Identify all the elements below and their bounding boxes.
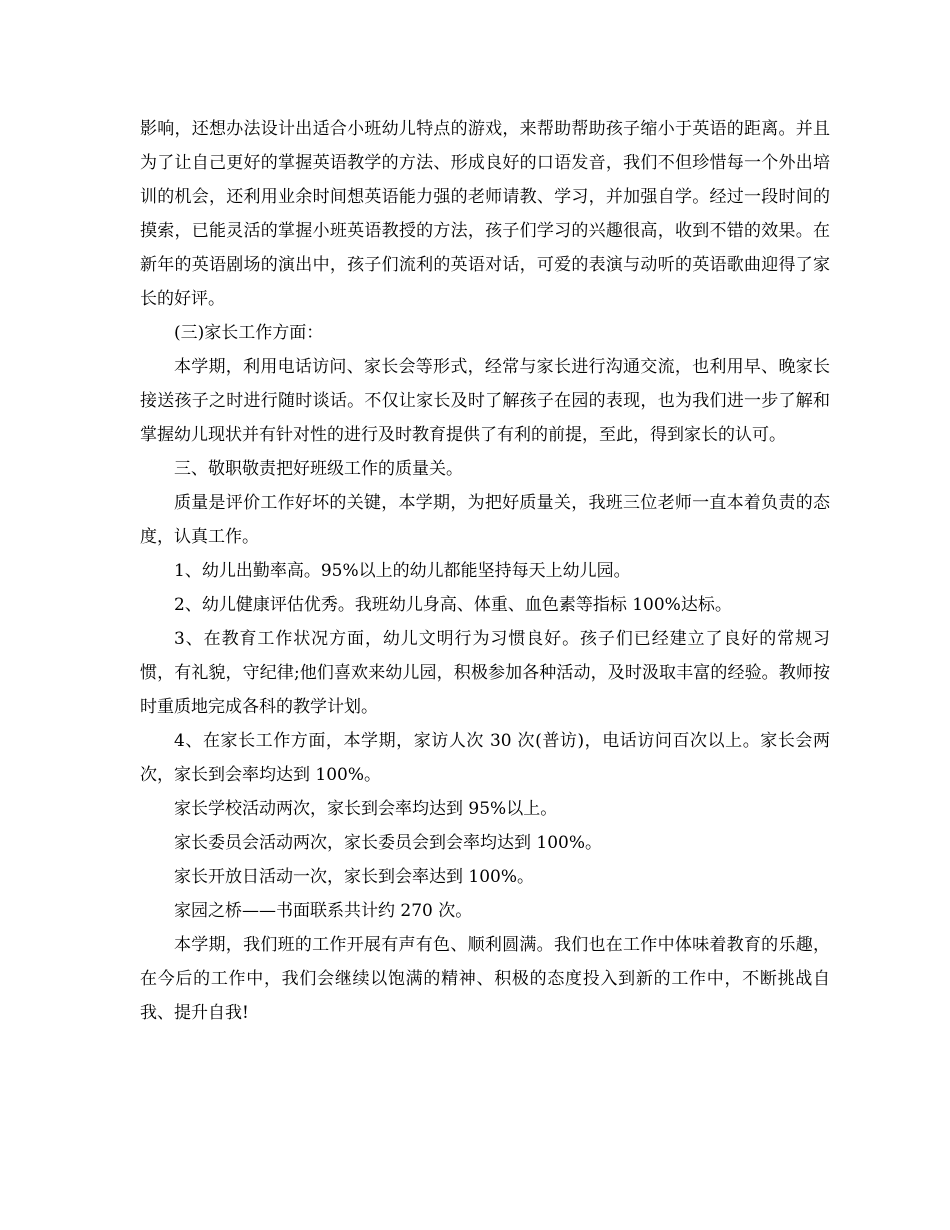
- stat-open-day: 家长开放日活动一次，家长到会率达到 100%。: [174, 867, 535, 887]
- list-item-attendance: 1、幼儿出勤率高。95%以上的幼儿都能坚持每天上幼儿园。: [174, 561, 631, 581]
- stat-parent-school: 家长学校活动两次，家长到会率均达到 95%以上。: [174, 799, 558, 819]
- section-heading-quality: 三、敬职敬责把好班级工作的质量关。: [174, 459, 463, 479]
- list-item-health: 2、幼儿健康评估优秀。我班幼儿身高、体重、血色素等指标 100%达标。: [174, 595, 732, 615]
- stat-parent-committee: 家长委员会活动两次，家长委员会到会率均达到 100%。: [174, 833, 603, 853]
- paragraph-english-teaching: 影响，还想办法设计出适合小班幼儿特点的游戏，来帮助帮助孩子缩小于英语的距离。并且为了让自己更好的掌握英语教学的方法、形成良好的口语发音，我们不但珍惜每一个外出培训的机会，还利用业余时间想英语能力强的老师请教、学习，并加强自学。经过一段时间的摸索，已能灵活的掌握小班英语教授的方法，孩子们学习的兴趣很高，收到不错的效果。在新年的英语剧场的演出中，孩子们流利的英语对话，可爱的表演与动听的英语歌曲迎得了家长的好评。: [140, 119, 830, 309]
- paragraph-parent-communication: 本学期，利用电话访问、家长会等形式，经常与家长进行沟通交流，也利用早、晚家长接送孩子之时进行随时谈话。不仅让家长及时了解孩子在园的表现，也为我们进一步了解和掌握幼儿现状并有针对性的进行及时教育提供了有利的前提，至此，得到家长的认可。: [140, 357, 830, 445]
- list-item-parent-work: 4、在家长工作方面，本学期，家访人次 30 次(普访)，电话访问百次以上。家长会两次，家长到会率均达到 100%。: [140, 731, 830, 785]
- list-item-education: 3、在教育工作状况方面，幼儿文明行为习惯良好。孩子们已经建立了良好的常规习惯，有礼貌，守纪律;他们喜欢来幼儿园，积极参加各种活动，及时汲取丰富的经验。教师按时重质地完成各科的教学计划。: [140, 629, 830, 717]
- paragraph-quality-intro: 质量是评价工作好坏的关键，本学期，为把好质量关，我班三位老师一直本着负责的态度，认真工作。: [140, 493, 830, 547]
- section-heading-parent-work: (三)家长工作方面：: [174, 323, 324, 343]
- document-body: [140, 112, 830, 1030]
- stat-written-contact: 家园之桥——书面联系共计约 270 次。: [174, 901, 473, 921]
- paragraph-conclusion: 本学期，我们班的工作开展有声有色、顺利圆满。我们也在工作中体味着教育的乐趣，在今后的工作中，我们会继续以饱满的精神、积极的态度投入到新的工作中，不断挑战自我、提升自我!: [140, 935, 830, 1023]
